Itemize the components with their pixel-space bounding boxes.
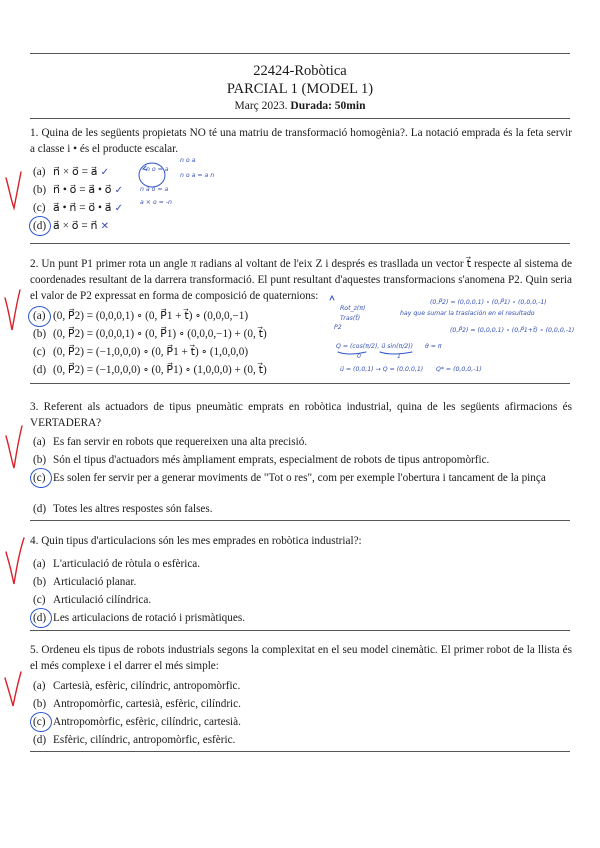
q4-option-b[interactable] xyxy=(33,575,136,590)
q1-answer-circle xyxy=(29,216,51,236)
option-label: (c) xyxy=(33,202,46,214)
option-label: (b) xyxy=(33,328,47,340)
q2-note-tras: Tras(t⃗) xyxy=(340,315,361,322)
option-text: L'articulació de ròtula o esfèrica. xyxy=(53,558,201,570)
option-label: (d) xyxy=(33,364,47,376)
option-label: (d) xyxy=(33,503,47,515)
q2-note-conjugate: Q* = (0,0,0,-1) xyxy=(436,366,482,373)
q3-option-a[interactable] xyxy=(33,435,307,450)
q3-rule xyxy=(30,520,570,521)
option-text: (0, P⃗2) = (−1,0,0,0) ∘ (0, P⃗1 + t⃗) ∘ (1,0,0,0) xyxy=(53,346,249,358)
option-text: Són el tipus d'actuadors més àmpliament emprats, especialment de robots de tipus antropomòrfic. xyxy=(53,454,490,466)
q1-red-tick xyxy=(6,172,21,208)
option-label: (c) xyxy=(33,716,46,728)
option-label: (a) xyxy=(33,166,46,178)
cross-mark: ✕ xyxy=(100,221,109,232)
option-text: a⃗ × o⃗ = n⃗ xyxy=(53,220,98,232)
option-label: (b) xyxy=(33,698,47,710)
option-label: (b) xyxy=(33,184,47,196)
q5-answer-circle xyxy=(30,712,52,732)
option-text: Es fan servir en robots que requereixen una alta precisió. xyxy=(53,436,308,448)
option-text: Articulació cilíndrica. xyxy=(53,594,152,606)
q2-note-eq2: (0,P⃗2) = (0,0,0,1) ∘ (0,P⃗1+t⃗) ∘ (0,0,0,-1) xyxy=(450,327,575,334)
option-text: Les articulacions de rotació i prismàtiques. xyxy=(53,612,245,624)
option-label: (a) xyxy=(33,558,46,570)
q1-note-4: n a o = a xyxy=(140,186,169,193)
q2-note-zero: 0 xyxy=(357,353,361,360)
option-label: (a) xyxy=(33,680,46,692)
exam-duration: Durada: 50min xyxy=(290,100,366,112)
q2-note-axis: u⃗ = (0,0,1) → Q = (0,0,0,1) xyxy=(340,366,424,373)
q1-option-c[interactable] xyxy=(33,201,123,216)
q4-answer-circle xyxy=(30,608,52,628)
q1-note-3: n o a = a n xyxy=(180,172,215,179)
q4-option-a[interactable] xyxy=(33,557,200,572)
option-text: (0, P⃗2) = (0,0,0,1) ∘ (0, P⃗1 + t⃗) ∘ (0,0,0,−1) xyxy=(53,310,249,322)
q2-note-quaternion: Q = (cos(π/2), u⃗ sin(π/2)) xyxy=(336,343,414,350)
check-mark: ✓ xyxy=(114,185,123,196)
q5-option-c[interactable] xyxy=(33,715,241,730)
q3-red-tick xyxy=(6,426,22,468)
option-text: Antropomòrfic, cartesià, esfèric, cilíndric. xyxy=(53,698,241,710)
option-text: a⃗ • n⃗ = o⃗ • a⃗ xyxy=(53,202,112,214)
q2-option-c[interactable] xyxy=(33,345,248,360)
q2-note-eq1: (0,P⃗2) = (0,0,0,1) ∘ (0,P⃗1) ∘ (0,0,0,-1) xyxy=(430,299,547,306)
q5-option-d[interactable] xyxy=(33,733,235,748)
question-1-text: 1. Quina de les següents propietats NO té una matriu de transformació homogènia?. La notació emprada és la feta servir a classe i • és el producte escalar. xyxy=(30,127,572,155)
exam-date-line xyxy=(0,100,600,112)
question-2-text: 2. Un punt P1 primer rota un angle π radians al voltant de l'eix Z i després es trasllada un vector t⃗ respecte al sistema de coordenades resultant de la darrera transformació. El punt resultant d'aquestes transformacions s'anomena P2. Quin seria el valor de P2 expressat en forma de composició de quaternions: xyxy=(30,258,572,302)
question-4-text: 4. Quin tipus d'articulacions són les mes emprades en robòtica industrial?: xyxy=(30,535,362,547)
option-label: (d) xyxy=(33,734,47,746)
option-text: n⃗ • o⃗ = a⃗ • o⃗ xyxy=(53,184,112,196)
exam-date: Març 2023. xyxy=(234,100,288,112)
q1-option-a[interactable] xyxy=(33,165,109,180)
q2-option-d[interactable] xyxy=(33,363,267,378)
option-text: (0, P⃗2) = (0,0,0,1) ∘ (0, P⃗1) ∘ (0,0,0,−1) + (0, t⃗) xyxy=(53,328,267,340)
q5-option-b[interactable] xyxy=(33,697,241,712)
q5-red-tick xyxy=(5,672,21,706)
option-label: (c) xyxy=(33,472,46,484)
option-text: Totes les altres respostes són falses. xyxy=(53,503,213,515)
q2-option-a[interactable] xyxy=(33,309,248,324)
question-3-text: 3. Referent als actuadors de tipus pneumàtic emprats en robòtica industrial, quina de les següents afirmacions és VERTADERA? xyxy=(30,401,572,429)
option-label: (d) xyxy=(33,612,47,624)
q3-answer-circle xyxy=(30,468,52,488)
q4-rule xyxy=(30,630,570,631)
q4-option-c[interactable] xyxy=(33,593,151,608)
course-title: 22424-Robòtica xyxy=(253,63,347,79)
q2-rule xyxy=(30,383,570,384)
option-label: (a) xyxy=(33,436,46,448)
option-text: Articulació planar. xyxy=(53,576,137,588)
option-text: Antropomòrfic, esfèric, cilíndric, cartesià. xyxy=(53,716,241,728)
option-label: (b) xyxy=(33,454,47,466)
q4-option-d[interactable] xyxy=(33,611,245,626)
option-text: Esfèric, cilíndric, antropomòrfic, esfèric. xyxy=(53,734,236,746)
q2-note-traslacion: hay que sumar la traslación en el resultado xyxy=(400,310,535,317)
header-rule xyxy=(30,118,570,119)
q2-note-one: 1 xyxy=(397,353,401,360)
q3-option-c[interactable] xyxy=(33,471,553,486)
q3-option-b[interactable] xyxy=(33,453,489,468)
option-text: n⃗ × o⃗ = a⃗ xyxy=(53,166,98,178)
option-text: Es solen fer servir per a generar moviments de "Tot o res", com per exemple l'obertura i tancament de la pinça xyxy=(53,472,546,484)
top-rule xyxy=(30,53,570,54)
option-label: (a) xyxy=(33,310,46,322)
question-5-text: 5. Ordeneu els tipus de robots industrials segons la complexitat en el seu model cinemàtic. El primer robot de la llista és el més complexe i el darrer el més simple: xyxy=(30,644,572,672)
q2-note-rot: Rot_z(π) xyxy=(340,305,366,312)
q5-option-a[interactable] xyxy=(33,679,240,694)
option-label: (c) xyxy=(33,346,46,358)
option-text: (0, P⃗2) = (−1,0,0,0) ∘ (0, P⃗1) ∘ (1,0,0,0) + (0, t⃗) xyxy=(53,364,267,376)
q4-red-tick xyxy=(6,538,24,584)
q5-rule xyxy=(30,751,570,752)
option-text: Cartesià, esfèric, cilíndric, antropomòrfic. xyxy=(53,680,241,692)
q1-note-2: n o = a xyxy=(146,166,169,173)
q1-rule xyxy=(30,243,570,244)
q3-option-d[interactable] xyxy=(33,502,213,517)
q2-sketch-underbrace-1 xyxy=(338,352,366,354)
option-label: (d) xyxy=(33,220,47,232)
q1-option-b[interactable] xyxy=(33,183,123,198)
q2-answer-circle xyxy=(28,306,51,327)
q2-red-tick xyxy=(5,290,20,330)
q2-note-theta: θ = π xyxy=(425,343,442,350)
option-label: (c) xyxy=(33,594,46,606)
option-label: (b) xyxy=(33,576,47,588)
check-mark: ✓ xyxy=(100,167,109,178)
q2-note-p2: P2 xyxy=(334,324,342,331)
q1-note-5: a × o = -n xyxy=(140,199,172,206)
q2-option-b[interactable] xyxy=(33,327,267,342)
check-mark: ✓ xyxy=(114,203,123,214)
q1-note-1: n o a xyxy=(180,157,196,164)
exam-title: PARCIAL 1 (MODEL 1) xyxy=(226,81,374,97)
q2-sketch-underbrace-2 xyxy=(380,352,412,354)
